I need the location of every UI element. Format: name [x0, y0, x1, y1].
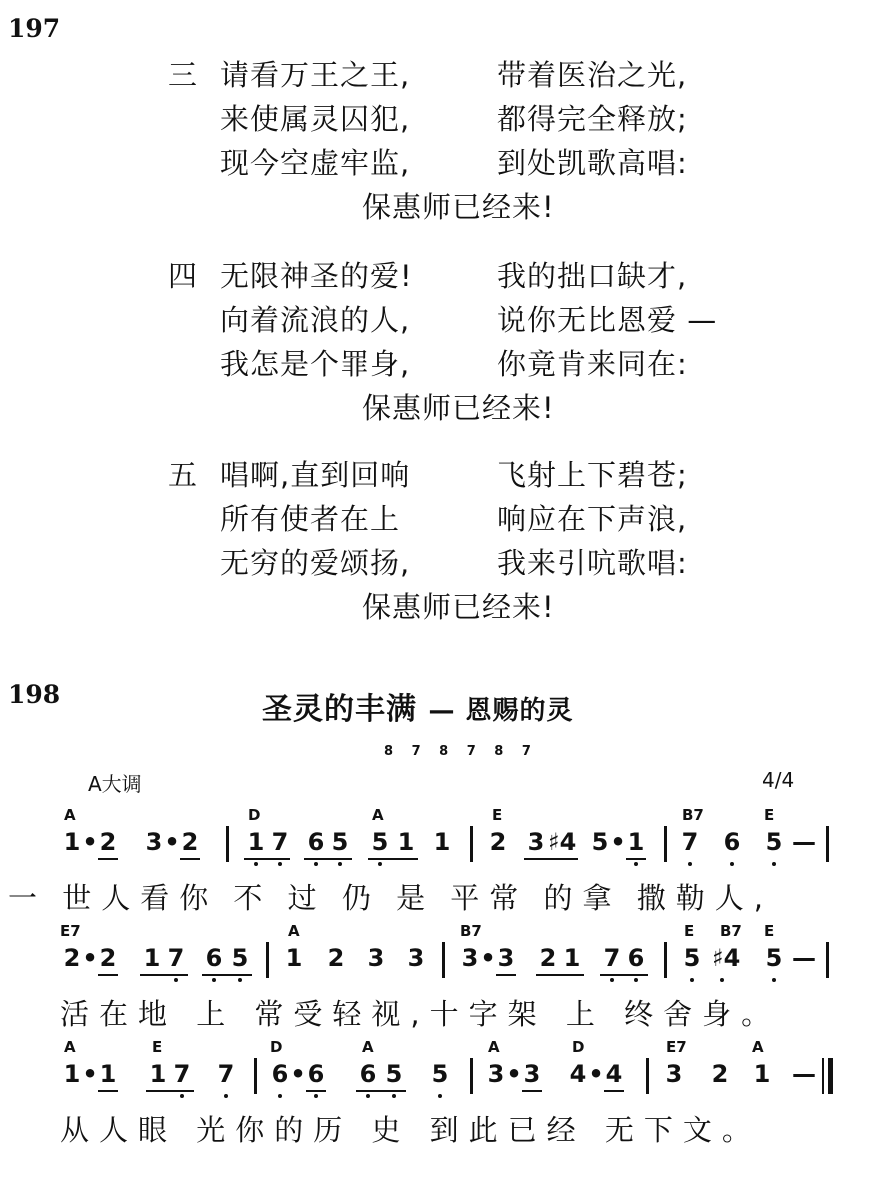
note: 1	[63, 828, 81, 856]
chord: E	[764, 922, 775, 940]
chord: B7	[720, 922, 742, 940]
verse-number: 四	[168, 259, 198, 293]
note: 7	[681, 828, 699, 856]
chord: A	[64, 806, 76, 824]
chord: E7	[666, 1038, 687, 1056]
underline	[98, 858, 118, 860]
note: 5	[683, 944, 701, 972]
bar-line	[646, 1058, 649, 1094]
underline	[368, 858, 418, 860]
note: 1	[143, 944, 161, 972]
bar-line	[470, 826, 473, 862]
note: 2	[711, 1060, 729, 1088]
note-dash: —	[792, 828, 816, 856]
underline	[522, 1090, 542, 1092]
underline	[146, 1090, 194, 1092]
note: 6	[205, 944, 223, 972]
title-subtitle: — 恩赐的灵	[428, 696, 574, 726]
note: 5	[331, 828, 349, 856]
verse-line: 我怎是个罪身,	[220, 347, 411, 381]
note: 1	[247, 828, 265, 856]
note: 3	[527, 828, 545, 856]
note: 1	[753, 1060, 771, 1088]
verse-line: 飞射上下碧苍;	[497, 458, 688, 492]
chord: E	[764, 806, 775, 824]
note: 3	[497, 944, 515, 972]
verse-line: 唱啊,直到回响	[220, 458, 411, 492]
underline	[244, 858, 290, 860]
underline	[98, 1090, 118, 1092]
lyric-line: 一 世人看你 不 过 仍 是 平常 的拿 撒勒人,	[8, 881, 773, 915]
note: 5	[371, 828, 389, 856]
bar-line	[664, 942, 667, 978]
verse-line: 说你无比恩爱 —	[497, 303, 718, 337]
note-dot: •	[588, 1060, 604, 1088]
refrain-line: 保惠师已经来!	[362, 190, 555, 224]
note: 2	[99, 944, 117, 972]
verse-line: 请看万王之王,	[220, 58, 411, 92]
hymn-number-198: 198	[8, 680, 61, 709]
underline	[524, 858, 578, 860]
note: 5	[431, 1060, 449, 1088]
underline	[626, 858, 646, 860]
verse-line: 向着流浪的人,	[220, 303, 411, 337]
note: 7	[271, 828, 289, 856]
hymn-number-197: 197	[8, 14, 61, 43]
chord: A	[372, 806, 384, 824]
note: 3	[367, 944, 385, 972]
note: 2	[181, 828, 199, 856]
final-bar-thin	[822, 1058, 824, 1094]
lyric-line: 从人眼 光你的历 史 到此已经 无下文。	[60, 1113, 761, 1147]
final-bar-thick	[828, 1058, 833, 1094]
underline	[604, 1090, 624, 1092]
hymn-title	[262, 684, 574, 728]
note: 6	[271, 1060, 289, 1088]
underline	[140, 974, 188, 976]
verse-line: 现今空虚牢监,	[220, 146, 411, 180]
verse-line: 所有使者在上	[220, 502, 401, 536]
chord: E7	[60, 922, 81, 940]
key-signature: A大调	[88, 772, 142, 796]
note: 3	[665, 1060, 683, 1088]
note-dot: •	[480, 944, 496, 972]
verse-line: 响应在下声浪,	[497, 502, 688, 536]
chord: A	[288, 922, 300, 940]
underline	[304, 858, 352, 860]
note: 7	[217, 1060, 235, 1088]
chord: A	[752, 1038, 764, 1056]
underline	[600, 974, 648, 976]
title-main: 圣灵的丰满	[262, 692, 417, 727]
note: 7	[603, 944, 621, 972]
lyric-line: 活在地 上 常受轻视,十字架 上 终舍身。	[60, 997, 781, 1031]
chord: D	[248, 806, 261, 824]
underline	[356, 1090, 406, 1092]
note: ♯4	[548, 828, 577, 856]
bar-line	[266, 942, 269, 978]
note: 1	[397, 828, 415, 856]
note: 3	[523, 1060, 541, 1088]
note: 6	[307, 828, 325, 856]
note: 2	[489, 828, 507, 856]
chord: E	[492, 806, 503, 824]
note: 3	[407, 944, 425, 972]
bar-line	[442, 942, 445, 978]
note-dot: •	[82, 1060, 98, 1088]
bar-line	[664, 826, 667, 862]
note: 1	[63, 1060, 81, 1088]
note: 1	[99, 1060, 117, 1088]
note-dash: —	[792, 1060, 816, 1088]
underline	[98, 974, 118, 976]
bar-line	[470, 1058, 473, 1094]
bar-line	[826, 942, 829, 978]
note: 7	[173, 1060, 191, 1088]
verse-line: 你竟肯来同在:	[497, 347, 688, 381]
note-dot: •	[506, 1060, 522, 1088]
verse-line: 来使属灵囚犯,	[220, 102, 411, 136]
verse-line: 我的拙口缺才,	[497, 259, 688, 293]
note: 5	[765, 828, 783, 856]
note: 2	[99, 828, 117, 856]
note: 6	[627, 944, 645, 972]
note-dash: —	[792, 944, 816, 972]
note: 1	[149, 1060, 167, 1088]
chord: A	[64, 1038, 76, 1056]
chord: E	[684, 922, 695, 940]
note-dot: •	[164, 828, 180, 856]
note: 1	[627, 828, 645, 856]
note: 5	[765, 944, 783, 972]
note: 1	[563, 944, 581, 972]
verse-line: 到处凯歌高唱:	[497, 146, 688, 180]
meter: 8 7 8 7 8 7	[384, 744, 538, 759]
verse-line: 我来引吭歌唱:	[497, 546, 688, 580]
refrain-line: 保惠师已经来!	[362, 590, 555, 624]
underline	[306, 1090, 326, 1092]
note: 1	[285, 944, 303, 972]
chord: A	[362, 1038, 374, 1056]
verse-line: 无限神圣的爱!	[220, 259, 413, 293]
underline	[536, 974, 584, 976]
note: 2	[539, 944, 557, 972]
verse-line: 带着医治之光,	[497, 58, 688, 92]
underline	[180, 858, 200, 860]
note: 6	[723, 828, 741, 856]
note: 4	[569, 1060, 587, 1088]
note-dot: •	[82, 944, 98, 972]
verse-number: 三	[168, 58, 198, 92]
note: 3	[461, 944, 479, 972]
note: 3	[487, 1060, 505, 1088]
note: 1	[433, 828, 451, 856]
note: 5	[385, 1060, 403, 1088]
chord: D	[572, 1038, 585, 1056]
note: 5	[591, 828, 609, 856]
chord: E	[152, 1038, 163, 1056]
note: 5	[231, 944, 249, 972]
note: 6	[359, 1060, 377, 1088]
note: 2	[327, 944, 345, 972]
underline	[496, 974, 516, 976]
note: 3	[145, 828, 163, 856]
note-dot: •	[82, 828, 98, 856]
verse-line: 无穷的爱颂扬,	[220, 546, 411, 580]
note: ♯4	[712, 944, 741, 972]
note: 6	[307, 1060, 325, 1088]
note: 2	[63, 944, 81, 972]
refrain-line: 保惠师已经来!	[362, 391, 555, 425]
note: 7	[167, 944, 185, 972]
chord: D	[270, 1038, 283, 1056]
bar-line	[254, 1058, 257, 1094]
note-dot: •	[610, 828, 626, 856]
time-signature: 4/4	[762, 768, 795, 792]
verse-line: 都得完全释放;	[497, 102, 688, 136]
note: 4	[605, 1060, 623, 1088]
chord: B7	[682, 806, 704, 824]
chord: B7	[460, 922, 482, 940]
underline	[202, 974, 252, 976]
verse-number: 五	[168, 458, 198, 492]
bar-line	[226, 826, 229, 862]
bar-line	[826, 826, 829, 862]
note-dot: •	[290, 1060, 306, 1088]
chord: A	[488, 1038, 500, 1056]
